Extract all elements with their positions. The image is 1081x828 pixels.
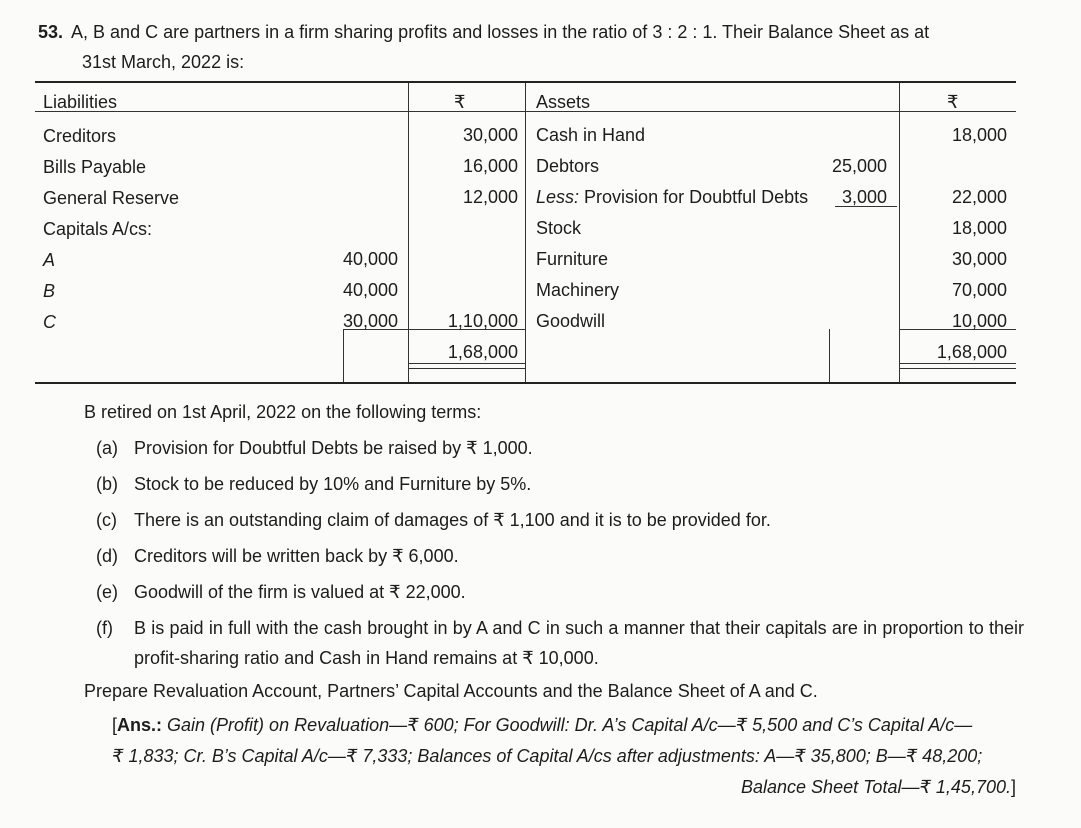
divider — [829, 329, 830, 382]
term-item — [84, 541, 1024, 571]
term-label: (e) — [96, 582, 118, 602]
asset-amount: 10,000 — [951, 311, 1007, 331]
term-text: Creditors will be written back by ₹ 6,000. — [134, 546, 459, 566]
retirement-terms — [84, 397, 1024, 673]
debtors-gross: 25,000 — [831, 156, 887, 176]
less-label: Less: — [536, 187, 580, 207]
term-item — [84, 505, 1024, 535]
term-item — [84, 469, 1024, 499]
asset-label: Cash in Hand — [536, 125, 646, 145]
asset-amount: 30,000 — [951, 249, 1007, 269]
term-text: Provision for Doubtful Debts be raised by ₹ 1,000. — [134, 438, 533, 458]
liability-amount: 30,000 — [462, 125, 518, 145]
asset-label: Debtors — [536, 156, 600, 176]
partner-label: B — [43, 281, 56, 301]
term-item — [84, 577, 1024, 607]
question-line-2: 31st March, 2022 is: — [82, 52, 245, 72]
partner-label: A — [43, 250, 56, 270]
term-item — [84, 613, 1024, 673]
partner-label: C — [43, 312, 56, 332]
header-rule — [35, 111, 1016, 112]
header-liabilities: Liabilities — [43, 92, 118, 112]
assets-total: 1,68,000 — [936, 342, 1007, 362]
liability-label: Bills Payable — [43, 157, 147, 177]
term-item — [84, 433, 1024, 463]
provision-amount: 3,000 — [841, 187, 887, 207]
capitals-total: 1,10,000 — [447, 311, 518, 331]
term-text: There is an outstanding claim of damages of ₹ 1,100 and it is to be provided for. — [134, 510, 771, 530]
liability-label: Capitals A/cs: — [43, 219, 153, 239]
asset-label: Furniture — [536, 249, 609, 269]
liabilities-total: 1,68,000 — [447, 342, 518, 362]
question-text — [38, 17, 1038, 77]
liability-label: General Reserve — [43, 188, 180, 208]
answer-text-3: Balance Sheet Total—₹ 1,45,700. — [741, 777, 1011, 797]
term-text: Goodwill of the firm is valued at ₹ 22,000. — [134, 582, 466, 602]
divider — [525, 83, 526, 382]
asset-label: Machinery — [536, 280, 620, 300]
header-assets: Assets — [536, 92, 591, 112]
answer-close-bracket: ] — [1010, 777, 1016, 797]
partner-capital: 40,000 — [342, 249, 398, 269]
term-text: B is paid in full with the cash brought in by A and C in such a manner that their capitals are in proportion to their profit-sharing ratio and Cash in Hand remains at ₹ 10,000. — [134, 618, 1024, 668]
term-label: (f) — [96, 618, 113, 638]
asset-label — [536, 186, 808, 208]
table-bottom-rule — [35, 382, 1016, 384]
divider — [408, 83, 409, 382]
prepare-instruction: Prepare Revaluation Account, Partners’ Capital Accounts and the Balance Sheet of A and C. — [84, 681, 818, 701]
divider — [343, 329, 344, 382]
header-asset-rupee: ₹ — [947, 92, 959, 112]
liability-amount: 16,000 — [462, 156, 518, 176]
divider — [899, 83, 900, 382]
total-double-rule — [899, 363, 1016, 364]
term-label: (a) — [96, 438, 118, 458]
balance-sheet-table — [35, 81, 1016, 384]
term-text: Stock to be reduced by 10% and Furniture by 5%. — [134, 474, 532, 494]
total-double-rule — [408, 363, 525, 364]
provision-label: Provision for Doubtful Debts — [584, 187, 809, 207]
answer-line-2: ₹ 1,833; Cr. B’s Capital A/c—₹ 7,333; Balances of Capital A/cs after adjustments: A—₹ 35,800; B—₹ 48,200; — [112, 746, 983, 766]
answer-text-1: Gain (Profit) on Revaluation—₹ 600; For Goodwill: Dr. A’s Capital A/c—₹ 5,500 and C’s Capital A/c— — [167, 715, 973, 735]
answer-block — [112, 710, 1016, 803]
asset-label: Goodwill — [536, 311, 606, 331]
asset-amount: 18,000 — [951, 218, 1007, 238]
asset-label: Stock — [536, 218, 582, 238]
asset-amount: 70,000 — [951, 280, 1007, 300]
term-label: (c) — [96, 510, 117, 530]
asset-amount: 18,000 — [951, 125, 1007, 145]
answer-open-bracket: [ — [112, 715, 118, 735]
terms-intro: B retired on 1st April, 2022 on the following terms: — [84, 402, 482, 422]
answer-label: Ans.: — [117, 715, 163, 735]
asset-amount: 22,000 — [951, 187, 1007, 207]
liability-label: Creditors — [43, 126, 117, 146]
question-number: 53. — [38, 22, 64, 42]
header-liab-rupee: ₹ — [454, 92, 466, 112]
question-line-1: A, B and C are partners in a firm sharing profits and losses in the ratio of 3 : 2 : 1. Their Balance Sheet as at — [71, 22, 930, 42]
partner-capital: 40,000 — [342, 280, 398, 300]
term-label: (d) — [96, 546, 118, 566]
answer-line-3 — [112, 772, 1016, 803]
total-double-rule — [408, 368, 525, 369]
term-label: (b) — [96, 474, 118, 494]
answer-line-1 — [112, 710, 1016, 741]
partner-capital: 30,000 — [342, 311, 398, 331]
total-double-rule — [899, 368, 1016, 369]
liability-amount: 12,000 — [462, 187, 518, 207]
